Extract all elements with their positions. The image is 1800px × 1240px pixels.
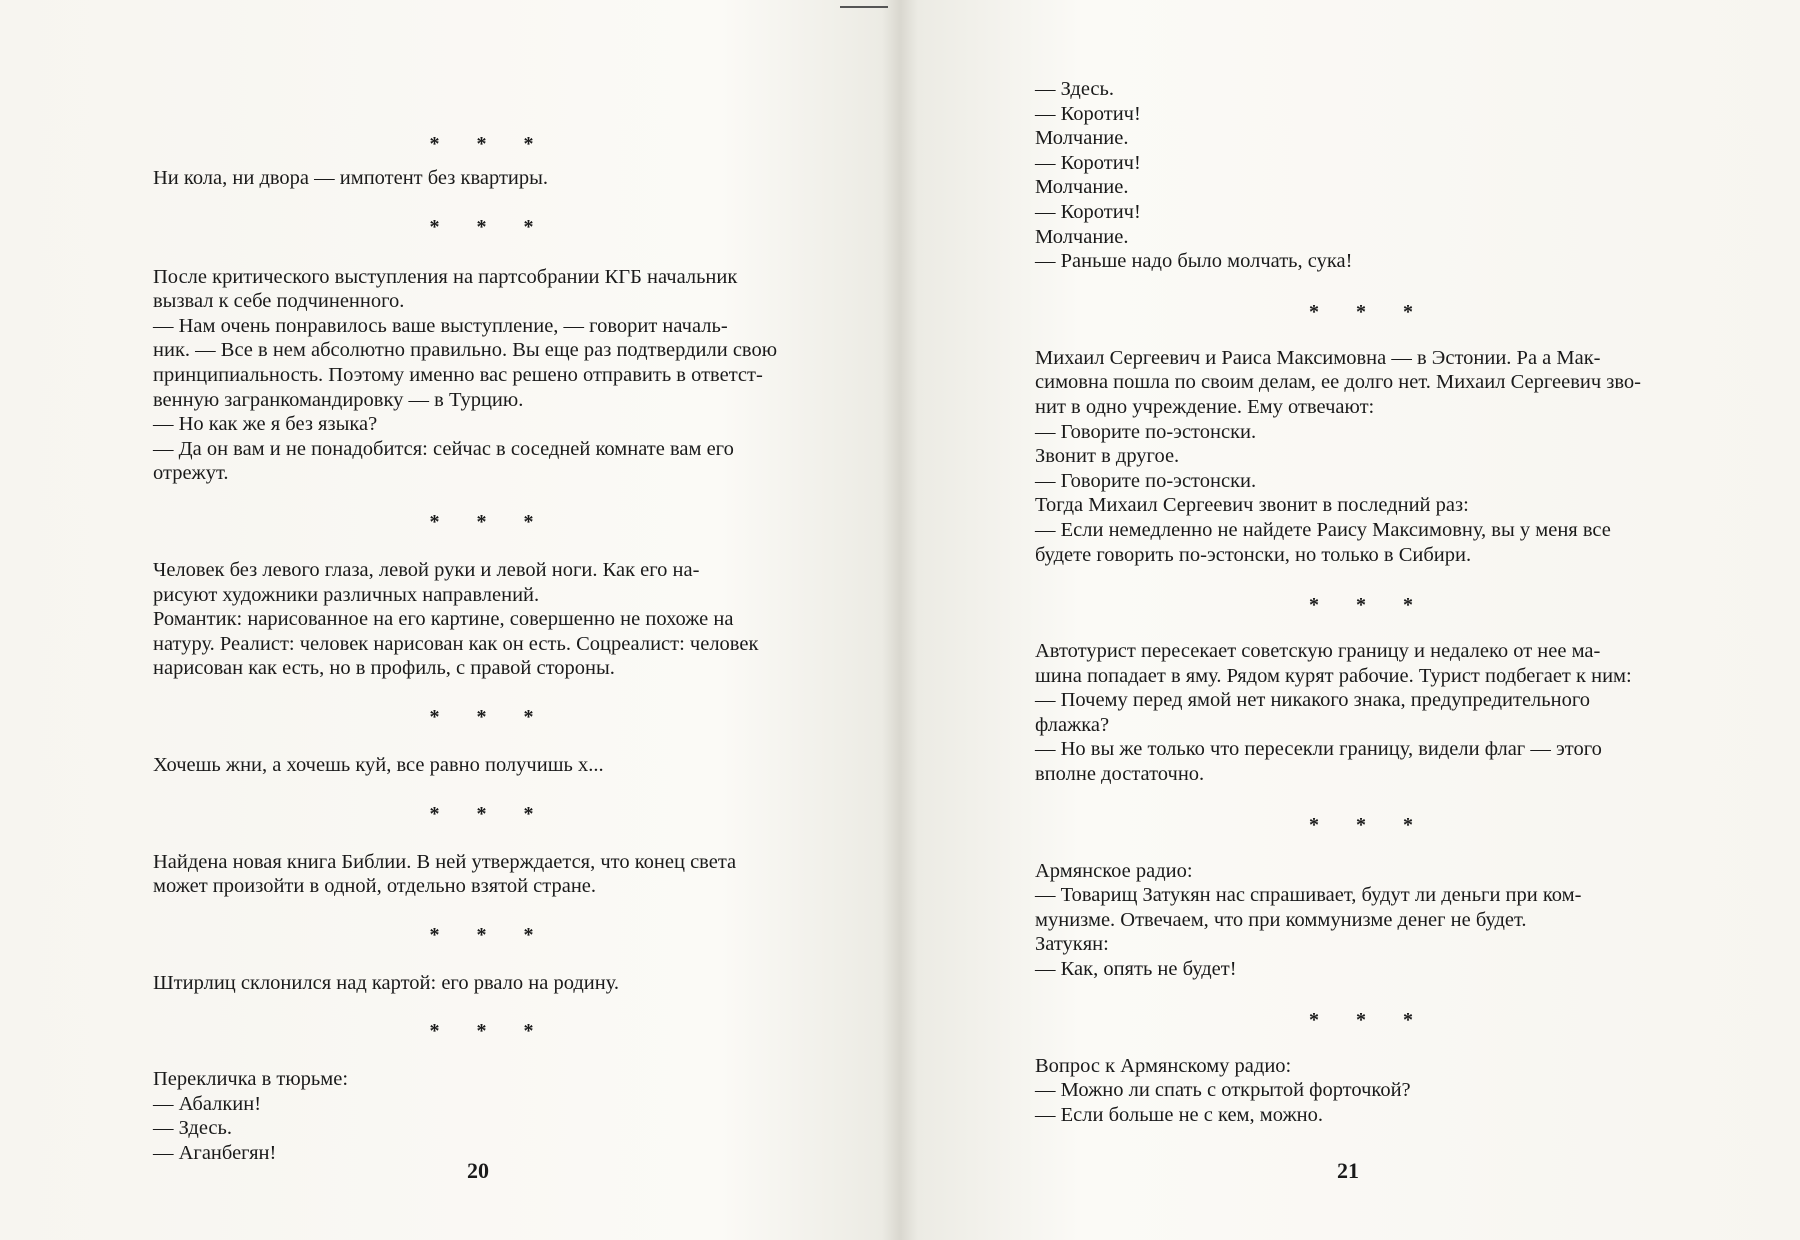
joke-text <box>1035 346 1703 567</box>
text-line: вызвал к себе подчиненного. <box>153 290 405 313</box>
text-line: — Как, опять не будет! <box>1035 958 1237 981</box>
text-line: — Здесь. <box>153 1117 232 1140</box>
text-line: — Нам очень понравилось ваше выступление, — говорит началь- <box>153 314 728 337</box>
joke-text <box>1035 77 1703 274</box>
section-separator: * * * <box>429 133 550 155</box>
joke-text <box>153 558 826 681</box>
section-separator: * * * <box>429 1020 550 1043</box>
text-line: — Но как же я без языка? <box>153 413 378 436</box>
text-line: Найдена новая книга Библии. В ней утверждается, что конец света <box>153 850 737 873</box>
right-page-number: 21 <box>1337 1158 1359 1183</box>
section-separator: * * * <box>429 705 550 728</box>
text-line: Тогда Михаил Сергеевич звонит в последний раз: <box>1035 494 1469 517</box>
joke-text <box>1035 859 1703 982</box>
text-line: Звонит в другое. <box>1035 445 1180 468</box>
joke-text <box>153 1067 826 1165</box>
joke-text <box>1035 639 1703 787</box>
text-line: симовна пошла по своим делам, ее долго нет. Михаил Сергеевич зво- <box>1035 371 1641 394</box>
text-line: — Можно ли спать с открытой форточкой? <box>1035 1079 1411 1102</box>
text-line: Михаил Сергеевич и Раиса Максимовна — в Эстонии. Ра а Мак- <box>1035 346 1601 369</box>
text-line: — Раньше надо было молчать, сука! <box>1035 250 1353 273</box>
text-line: — Да он вам и не понадобится: сейчас в соседней комнате вам его <box>153 437 734 460</box>
right-page-text-column <box>1035 77 1703 1127</box>
text-line: шина попадает в яму. Рядом курят рабочие. Турист подбегает к ним: <box>1035 664 1632 687</box>
section-separator: * * * <box>429 923 550 946</box>
text-line: Молчание. <box>1035 225 1129 248</box>
text-line: — Абалкин! <box>153 1092 262 1115</box>
section-separator: * * * <box>429 802 550 825</box>
joke-text <box>153 753 826 778</box>
text-line: Человек без левого глаза, левой руки и левой ноги. Как его на- <box>153 558 700 581</box>
text-line: — Коротич! <box>1035 151 1141 174</box>
text-line: Молчание. <box>1035 127 1129 150</box>
section-separator: * * * <box>429 510 550 533</box>
text-line: Армянское радио: <box>1035 859 1193 882</box>
text-line: — Если больше не с кем, можно. <box>1035 1103 1323 1126</box>
text-line: — Говорите по-эстонски. <box>1035 420 1257 443</box>
joke-text <box>153 971 826 996</box>
text-line: мунизме. Отвечаем, что при коммунизме денег не будет. <box>1035 908 1527 931</box>
text-line: — Но вы же только что пересекли границу, видели флаг — этого <box>1035 738 1602 761</box>
joke-text <box>153 850 826 899</box>
section-separator: * * * <box>1309 300 1429 323</box>
text-line: будете говорить по-эстонски, но только в Сибири. <box>1035 543 1472 566</box>
right-page <box>900 0 1800 1240</box>
text-line: Автотурист пересекает советскую границу и недалеко от нее ма- <box>1035 640 1601 663</box>
section-separator: * * * <box>1309 1008 1429 1031</box>
text-line: Хочешь жни, а хочешь куй, все равно получишь х... <box>153 753 604 776</box>
text-line: — Здесь. <box>1035 78 1114 100</box>
text-line: — Аганбегян! <box>153 1142 277 1165</box>
text-line: отрежут. <box>153 462 229 485</box>
section-separator: * * * <box>429 215 550 238</box>
section-separator: * * * <box>1309 813 1429 836</box>
left-page-number: 20 <box>467 1158 489 1183</box>
text-line: Затукян: <box>1035 933 1109 956</box>
text-line: — Коротич! <box>1035 200 1141 223</box>
text-line: — Коротич! <box>1035 102 1141 125</box>
text-line: может произойти в одной, отдельно взятой стране. <box>153 875 597 898</box>
text-line: флажка? <box>1035 713 1110 736</box>
section-separator: * * * <box>1309 594 1429 617</box>
text-line: Перекличка в тюрьме: <box>153 1068 349 1091</box>
text-line: — Говорите по-эстонски. <box>1035 469 1257 492</box>
text-line: ник. — Все в нем абсолютно правильно. Вы еще раз подтвердили свою <box>153 339 778 362</box>
text-line: натуру. Реалист: человек нарисован как он есть. Соцреалист: человек <box>153 632 759 655</box>
text-line: — Товарищ Затукян нас спрашивает, будут ли деньги при ком- <box>1035 884 1582 907</box>
text-line: После критического выступления на партсобрании КГБ начальник <box>153 265 738 288</box>
left-page-text-column <box>153 108 826 1166</box>
text-line: Молчание. <box>1035 176 1129 199</box>
text-line: Ни кола, ни двора — импотент без квартиры. <box>153 167 549 189</box>
joke-text <box>153 265 826 486</box>
joke-text <box>1035 1054 1703 1128</box>
joke-text <box>153 166 826 191</box>
text-line: вполне достаточно. <box>1035 763 1205 786</box>
text-line: — Если немедленно не найдете Раису Максимовну, вы у меня все <box>1035 518 1611 541</box>
text-line: нарисован как есть, но в профиль, с правой стороны. <box>153 657 615 680</box>
text-line: венную загранкомандировку — в Турцию. <box>153 388 524 411</box>
text-line: принципиальность. Поэтому именно вас решено отправить в ответст- <box>153 363 763 386</box>
text-line: Вопрос к Армянскому радио: <box>1035 1054 1292 1077</box>
text-line: нит в одно учреждение. Ему отвечают: <box>1035 395 1375 418</box>
text-line: Штирлиц склонился над картой: его рвало на родину. <box>153 971 620 994</box>
text-line: Романтик: нарисованное на его картине, совершенно не похоже на <box>153 608 734 631</box>
text-line: рисуют художники различных направлений. <box>153 583 540 606</box>
text-line: — Почему перед ямой нет никакого знака, предупредительного <box>1035 689 1590 712</box>
